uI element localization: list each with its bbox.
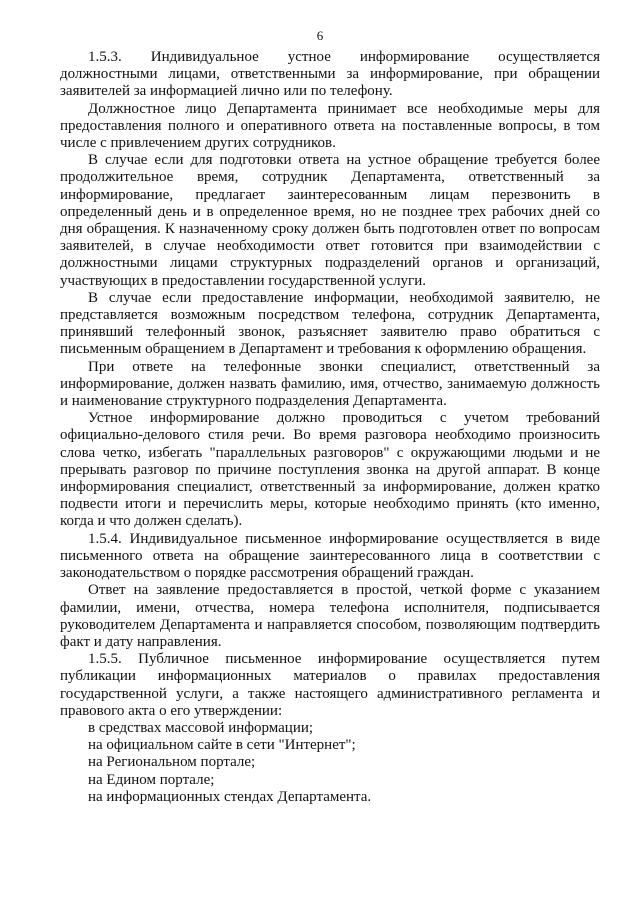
paragraph-phone-calls: При ответе на телефонные звонки специалист, ответственный за информирование, должен назвать фамилию, имя, отчество, занимаемую должность и наименование структурного подразделения Департамента. <box>60 358 600 410</box>
paragraph-longer-answer: В случае если для подготовки ответа на устное обращение требуется более продолжительное время, сотрудник Департамента, ответственный за информирование, предлагает заинтересованным лицам перезвонить в определенный день и в определенное время, но не позднее трех рабочих дней со дня обращения. К назначенному сроку должен быть подготовлен ответ по вопросам заявителей, в случае необходимости ответ готовится при взаимодействии с должностными лицами структурных подразделений органов и организаций, участвующих в предоставлении государственной услуги. <box>60 152 600 289</box>
list-item: на официальном сайте в сети "Интернет"; <box>88 737 356 754</box>
list-item: в средствах массовой информации; <box>88 719 314 736</box>
paragraph-1-5-5: 1.5.5. Публичное письменное информирование осуществляется путем публикации информационных материалов о правилах предоставления государственной услуги, а также настоящего административного регламента и правового акта о его утверждении: <box>60 651 600 719</box>
paragraph-phone-impossible: В случае если предоставление информации, необходимой заявителю, не представляется возможным посредством телефона, сотрудник Департамента, принявший телефонный звонок, разъясняет заявителю право обратиться с письменным обращением в Департамент и требования к оформлению обращения. <box>60 289 600 358</box>
paragraph-1-5-4: 1.5.4. Индивидуальное письменное информирование осуществляется в виде письменного ответа на обращение заинтересованного лица в соответствии с законодательством о порядке рассмотрения обращений граждан. <box>60 530 600 582</box>
list-item: на информационных стендах Департамента. <box>88 788 372 805</box>
page-number: 6 <box>316 28 324 43</box>
publication-list <box>60 720 600 806</box>
document-body <box>60 49 600 806</box>
paragraph-answer-form: Ответ на заявление предоставляется в простой, четкой форме с указанием фамилии, имени, отчества, номера телефона исполнителя, подписывается руководителем Департамента и направляется способом, позволяющим подтвердить факт и дату направления. <box>60 582 600 650</box>
paragraph-1-5-3: 1.5.3. Индивидуальное устное информирование осуществляется должностными лицами, ответственными за информирование, при обращении заявителей за информацией лично или по телефону. <box>60 49 600 100</box>
list-item: на Едином портале; <box>88 771 215 788</box>
paragraph-oral-style: Устное информирование должно проводиться с учетом требований официально-делового стиля речи. Во время разговора необходимо произносить слова четко, избегать "параллельных разговоров" с окружающими людьми и не прерывать разговор по причине поступления звонка на другой аппарат. В конце информирования специалист, ответственный за информирование, должен кратко подвести итоги и перечислить меры, которые необходимо принять (кто именно, когда и что должен сделать). <box>60 410 600 530</box>
list-item: на Региональном портале; <box>88 754 256 771</box>
paragraph-official-measures: Должностное лицо Департамента принимает все необходимые меры для предоставления полного и оперативного ответа на поставленные вопросы, в том числе с привлечением других сотрудников. <box>60 100 600 152</box>
